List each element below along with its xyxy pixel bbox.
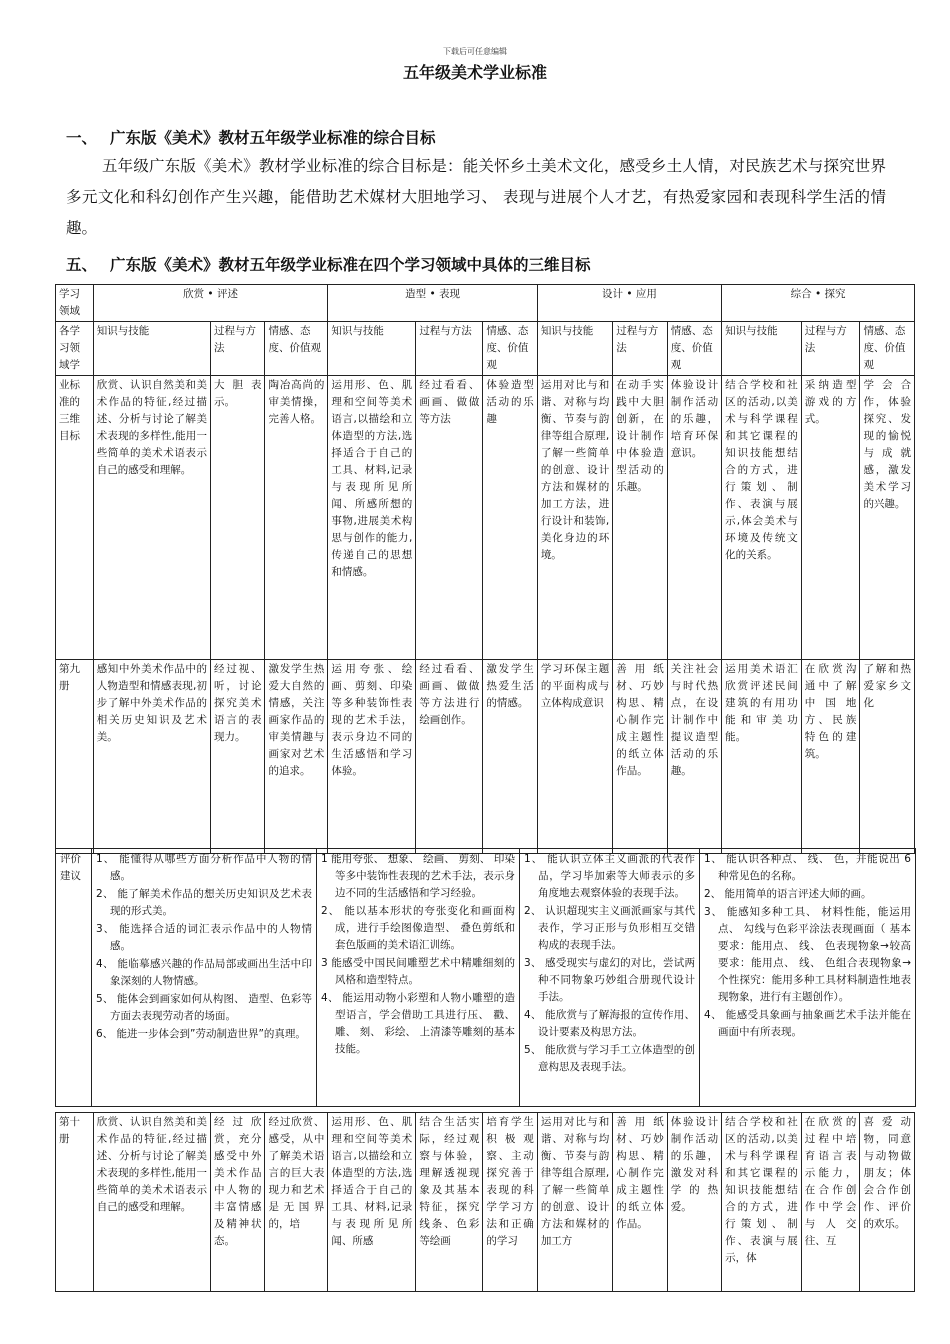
dim-header: 过程与方法 <box>801 322 860 376</box>
list-item: 3、 能选择合适的词汇表示作品中的人物情感。 <box>96 923 312 952</box>
dim-header: 情感、态度、价值观 <box>265 322 328 376</box>
section-title: 广东版《美术》教材五年级学业标准的综合目标 <box>110 129 436 147</box>
list-item: 4、 能感受具象画与抽象画艺术手法并能在画面中有所表现。 <box>704 1009 911 1038</box>
section-number: 一、 <box>66 129 98 147</box>
table-cell: 关注社会与时代热点，在设计制作中提议造型活动的乐趣。 <box>667 660 721 854</box>
list-item: 5、 能体会到画家如何从构图、 造型、色彩等方面去表现劳动者的场面。 <box>96 993 312 1022</box>
book9-row <box>56 660 915 854</box>
table-cell: 结合生活实际，经过观察与体验，理解透视现象及其基本特征，探究线条、色彩等绘画 <box>416 1113 483 1292</box>
dim-header: 过程与方法 <box>211 322 265 376</box>
table-cell: 感知中外美术作品中的人物造型和情感表现,初步了解中外美术作品的相关历史知识及艺术美。 <box>93 660 210 854</box>
table-cell: 结合学校和社区的活动,以美术与科学课程和其它课程的知识技能想结合的方式，进行策划、制作、表演与展示,体会美术与环境及传统文化的关系。 <box>722 376 802 660</box>
table-cell: 在欣赏的过程中培育语言表示能力，在合作创作中学会与人交往、互 <box>801 1113 860 1292</box>
table-cell: 善用纸材、巧妙构思、精心制作完成主题性的纸立体作品。 <box>613 660 667 854</box>
table-cell: 学会合作，体验探究、发现的愉悦与成就感，激发美术学习的兴趣。 <box>860 376 915 660</box>
domain-header: 造型 • 表现 <box>328 285 537 322</box>
table-cell: 在动手实践中大胆创新，在设计制作中体验造型活动的乐趣。 <box>613 376 667 660</box>
top-note: 下载后可任意编辑 <box>443 47 507 56</box>
evaluation-cell <box>520 849 700 1107</box>
list-item: 4、 能欣赏与了解海报的宣传作用、 设计要素及构思方法。 <box>524 1009 695 1038</box>
table-cell: 运用对比与和谐、对称与均衡、节奏与韵律等组合原理,了解一些简单的创意、设计方法和媒材的加工方法，进行设计和装饰,美化身边的环境。 <box>537 376 612 660</box>
table-cell: 培育学生积极观察、主动探究善于表现的科学学习方法和正确的学习 <box>483 1113 537 1292</box>
domain-header: 设计 • 应用 <box>537 285 721 322</box>
list-item: 2、 认识超现实主义画派画家与其代表作，学习正形与负形相互交错构成的表现手法。 <box>524 905 695 951</box>
table-cell: 运用对比与和谐、对称与均衡、节奏与韵律等组合原理,了解一些简单的创意、设计方法和媒材的加工方 <box>537 1113 612 1292</box>
section-paragraph: 五年级广东版《美术》教材学业标准的综合目标是：能关怀乡土美术文化，感受乡土人情，对民族艺术与探究世界多元文化和科幻创作产生兴趣，能借助艺术媒材大胆地学习、 表现与进展个人才艺，有热爱家园和表现科学生活的情趣。 <box>66 157 886 237</box>
standards-table <box>55 284 915 854</box>
book10-row <box>56 1113 915 1292</box>
table-cell: 激发学生热爱大自然的情感，关注画家作品的审美情趣与画家对艺术的追求。 <box>265 660 328 854</box>
table-cell: 在欣赏沟通中了解中国地方、民族特色的建筑。 <box>801 660 860 854</box>
list-item: 3、 感受现实与虚幻的对比，尝试两种不同物象巧妙组合册现代设计手法。 <box>524 957 695 1003</box>
dim-header: 过程与方法 <box>416 322 483 376</box>
list-item: 2、 能用简单的语言评述大师的画。 <box>704 888 872 900</box>
dim-header: 知识与技能 <box>722 322 802 376</box>
domain-header: 综合 • 探究 <box>722 285 915 322</box>
dim-header: 知识与技能 <box>93 322 210 376</box>
evaluation-cell <box>92 849 317 1107</box>
table-cell: 大胆表示。 <box>211 376 265 660</box>
list-item: 2、 能了解美术作品的想关历史知识及艺术表现的形式美。 <box>96 888 312 917</box>
table-cell: 欣赏、认识自然美和美术作品的特征,经过描述、分析与讨论了解美术表现的多样性,能用一些简单的美术术语表示自己的感受和理解。 <box>93 1113 210 1292</box>
row-label: 业标准的三维目标 <box>56 376 94 660</box>
section-number: 五、 <box>66 256 98 274</box>
table-cell: 运用夸张、绘画、剪刻、印染等多种装饰性表现的艺术手法，表示身边不同的生活感悟和学习体验。 <box>328 660 416 854</box>
domain-header: 欣赏 • 评述 <box>93 285 328 322</box>
table-cell: 欣赏、认识自然美和美术作品的特征,经过描述、分析与讨论了解美术表现的多样性,能用一些简单的美术术语表示自己的感受和理解。 <box>93 376 210 660</box>
evaluation-row <box>56 849 916 1107</box>
dim-header: 情感、态度、价值观 <box>483 322 537 376</box>
overview-row <box>56 376 915 660</box>
list-item: 4、 能运用动物小彩塑和人物小雕塑的造型语言，学会借助工具进行压、 戳、 雕、 刻、 彩绘、 上清漆等雕刻的基本技能。 <box>321 992 515 1055</box>
list-item: 6、 能进一步体会到”劳动制造世界”的真理。 <box>96 1028 306 1040</box>
dim-header: 过程与方法 <box>613 322 667 376</box>
list-item: 1、 能认识立体主义画派的代表作品，学习毕加索等大师表示的多角度地去观察体验的表现手法。 <box>524 853 695 899</box>
corner-cell: 学习领域 <box>56 285 94 322</box>
evaluation-table <box>55 848 916 1107</box>
list-item: 3 能感受中国民间雕塑艺术中精雕细刻的风格和造型特点。 <box>321 957 515 986</box>
dimension-header-row <box>56 322 915 376</box>
list-item: 3、 能感知多种工具、 材料性能，能运用点、 勾线与色彩平涂法表现画面（ 基本要求：能用点、 线、 色表现物象→较高要求：能用点、 线、 色组合表现物象→个性探究：能用多种工具材料制造性地表现物象，进行有主题创作）。 <box>704 906 911 1003</box>
table-cell: 经过看看、画画、做做等方法 <box>416 376 483 660</box>
table-cell: 采纳造型游戏的方式。 <box>801 376 860 660</box>
table-cell: 运用形、色、肌理和空间等美术语言,以描绘和立体造型的方法,选择适合于自己的工具、材料,记录与表现所见所闻、所感所想的事物,进展美术构思与创作的能力,传递自己的思想和情感。 <box>328 376 416 660</box>
table-cell: 陶冶高尚的审美情操，完善人格。 <box>265 376 328 660</box>
list-item: 4、 能临摹感兴趣的作品局部或画出生活中印象深刻的人物情感。 <box>96 958 312 987</box>
table-cell: 学习环保主题的平面构成与立体构成意识 <box>537 660 612 854</box>
table-cell: 运用形、色、肌理和空间等美术语言,以描绘和立体造型的方法,选择适合于自己的工具、材料,记录与表现所见所闻、所感 <box>328 1113 416 1292</box>
table-cell: 善用纸材、巧妙构思、精心制作完成主题性的纸立体作品。 <box>613 1113 667 1292</box>
table-cell: 激发学生热爱生活的情感。 <box>483 660 537 854</box>
table-cell: 经过欣赏、感受，从中了解美术语言的巨大表现力和艺术是无国界的，培 <box>265 1113 328 1292</box>
list-item: 5、 能欣赏与学习手工立体造型的创意构思及表现手法。 <box>524 1044 695 1073</box>
table-cell: 体验设计制作活动的乐趣，培育环保意识。 <box>667 376 721 660</box>
section-heading-2 <box>66 253 591 275</box>
dim-header: 知识与技能 <box>328 322 416 376</box>
table-cell: 了解和热爱家乡文化 <box>860 660 915 854</box>
evaluation-cell <box>700 849 916 1107</box>
list-item: 2、 能以基本形状的夸张变化和画面构成，进行手绘图像造型、 叠色剪纸和套色版画的美术语汇训练。 <box>321 905 515 951</box>
table-cell: 运用美术语汇欣赏评述民间建筑的有用功能和审美功能。 <box>722 660 802 854</box>
dim-header: 知识与技能 <box>537 322 612 376</box>
list-item: 1、 能认识各种点、 线、 色，并能说出 6 种常见色的名称。 <box>704 853 911 882</box>
page-title: 五年级美术学业标准 <box>402 63 547 82</box>
evaluation-cell <box>317 849 520 1107</box>
dim-header: 情感、态度、价值观 <box>667 322 721 376</box>
table-cell: 体验设计制作活动的乐趣，激发对科学的热爱。 <box>667 1113 721 1292</box>
dim-header: 情感、态度、价值观 <box>860 322 915 376</box>
table-cell: 体验造型活动的乐趣 <box>483 376 537 660</box>
row-label: 各学习领域学 <box>56 322 94 376</box>
table-cell: 结合学校和社区的活动,以美术与科学课程和其它课程的知识技能想结合的方式，进行策划、制作、表演与展示，体 <box>722 1113 802 1292</box>
list-item: 1 能用夸张、 想象、 绘画、 剪刻、 印染等多中装饰性表现的艺术手法，表示身边不同的生活感悟和学习经验。 <box>321 853 515 899</box>
row-label: 第九册 <box>56 660 94 854</box>
table-cell: 经过视、听，讨论探究美术语言的表现力。 <box>211 660 265 854</box>
domain-header-row <box>56 285 915 322</box>
row-label: 评价建议 <box>56 849 92 1107</box>
table-cell: 喜爱动物，同意与动物做朋友；体会合作创作、评价的欢乐。 <box>860 1113 915 1292</box>
book10-table <box>55 1112 915 1292</box>
list-item: 1、 能懂得从哪些方面分析作品中人物的情感。 <box>96 853 312 882</box>
table-cell: 经过欣赏，充分感受中外美术作品中人物的丰富情感及精神状态。 <box>211 1113 265 1292</box>
section-title: 广东版《美术》教材五年级学业标准在四个学习领域中具体的三维目标 <box>110 256 591 274</box>
section-heading-1 <box>66 126 436 148</box>
row-label: 第十册 <box>56 1113 94 1292</box>
table-cell: 经过看看、画画、做做等方法进行绘画创作。 <box>416 660 483 854</box>
